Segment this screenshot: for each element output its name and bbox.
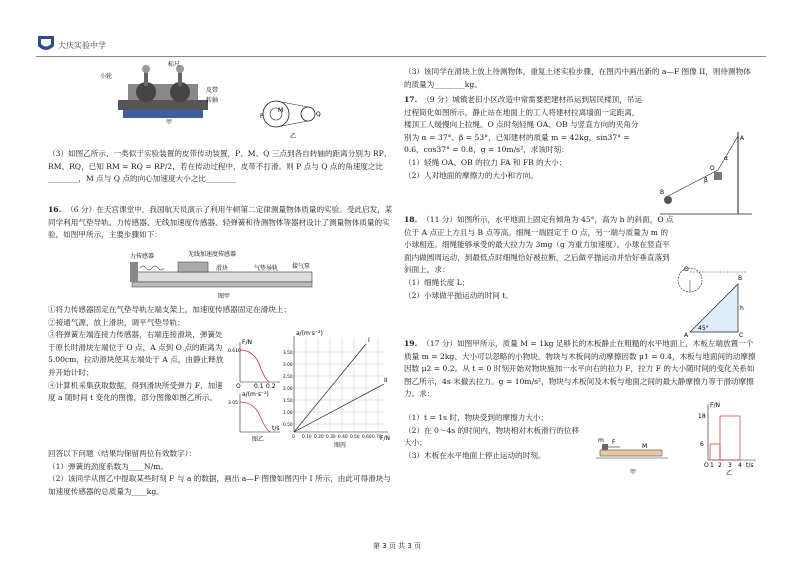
- svg-text:0: 0: [292, 435, 295, 440]
- svg-text:6: 6: [700, 441, 704, 448]
- svg-text:β: β: [704, 177, 708, 184]
- q19-questions: [404, 412, 584, 462]
- school-name: 大庆实验中学: [58, 41, 106, 50]
- svg-text:甲: 甲: [166, 119, 173, 126]
- svg-text:0.70: 0.70: [372, 435, 382, 440]
- svg-text:力传感器: 力传感器: [130, 253, 155, 260]
- svg-text:0.20: 0.20: [314, 435, 324, 440]
- line-II: [294, 384, 384, 432]
- svg-text:B: B: [660, 189, 665, 196]
- q18-part1: （1）细绳长度 L；: [404, 277, 470, 287]
- svg-text:F: F: [612, 439, 616, 446]
- q16-part1: （1）弹簧的劲度系数为____N/m。: [48, 461, 168, 471]
- svg-text:4: 4: [738, 462, 742, 469]
- q18: [404, 214, 674, 302]
- belt-figure: [258, 96, 328, 140]
- svg-text:3.50: 3.50: [283, 351, 293, 356]
- q17-part1: （1）轻绳 OA、OB 的拉力 FA 和 FB 的大小；: [404, 157, 567, 167]
- svg-text:I: I: [368, 337, 370, 344]
- figure-b-graphs: [230, 338, 282, 442]
- air-track-figure: [128, 250, 323, 302]
- answer-intro: 回答以下问题（结果均保留两位有效数字）：: [48, 449, 197, 458]
- svg-text:45°: 45°: [698, 325, 709, 332]
- svg-text:3: 3: [728, 462, 732, 469]
- svg-text:1.50: 1.50: [283, 399, 293, 404]
- svg-text:O: O: [684, 266, 689, 273]
- q16: [48, 204, 396, 242]
- svg-text:Q: Q: [316, 111, 321, 118]
- svg-text:0.50: 0.50: [350, 435, 360, 440]
- svg-text:甲: 甲: [630, 469, 637, 476]
- svg-text:II: II: [384, 377, 388, 384]
- q16-questions: [48, 448, 396, 498]
- q17-number: 17.: [404, 95, 418, 104]
- q19-part1: （1）t = 1s 时，物块受到的摩擦力大小；: [404, 413, 549, 422]
- svg-text:转轴: 转轴: [206, 97, 219, 104]
- q17-part2: （2）人对地面的摩擦力的大小和方向。: [404, 170, 538, 180]
- svg-text:图甲: 图甲: [218, 293, 231, 300]
- svg-text:P: P: [260, 113, 264, 120]
- svg-text:乙: 乙: [290, 133, 297, 140]
- q18-number: 18.: [404, 215, 418, 224]
- q18-part2: （2）小球做平抛运动的时间 t。: [404, 290, 514, 300]
- svg-text:无线加速度传感器: 无线加速度传感器: [188, 251, 237, 258]
- svg-text:图丙: 图丙: [334, 442, 347, 449]
- svg-text:A: A: [684, 332, 689, 339]
- svg-text:M: M: [278, 107, 284, 114]
- step-2: ②接通气源，放上滑块，调平气垫导轨；: [48, 317, 185, 327]
- svg-text:1: 1: [710, 462, 714, 469]
- svg-text:2: 2: [718, 462, 722, 469]
- page-footer: 第 3 页 共 3 页: [372, 542, 422, 550]
- q19-figure-b: [698, 400, 760, 476]
- svg-text:0.610: 0.610: [228, 349, 241, 354]
- svg-text:O: O: [710, 165, 715, 172]
- svg-text:F/N: F/N: [710, 402, 720, 409]
- svg-text:0.50: 0.50: [283, 423, 293, 428]
- svg-text:F/N: F/N: [380, 435, 390, 442]
- svg-text:0.40: 0.40: [338, 435, 348, 440]
- q16-stem: （6 分）在天宫课堂中，我国航天员演示了利用牛顿第二定律测量物体质量的实验。受此启发，某同学利用气垫导轨、力传感器、无线加速度传感器、轻弹簧和待测物体等器材设计了测量物体质量的实验，如图甲所示，主要步骤如下：: [48, 205, 393, 240]
- svg-text:3.05: 3.05: [228, 401, 239, 406]
- step-1: ①将力传感器固定在气垫导轨左端支架上，加速度传感器固定在滑块上；: [48, 305, 291, 314]
- school-logo-icon: [36, 34, 56, 54]
- q19: [404, 338, 756, 401]
- svg-text:接气泵: 接气泵: [292, 263, 311, 270]
- svg-text:0.1: 0.1: [254, 383, 264, 390]
- q15-part3: （3）如图乙所示，一类似于实验装置的皮带传动装置，P、M、Q 三点到各自转轴的距离分别为 RP、RM、RQ，已知 RM = RQ = RP/2，若在传动过程中，皮带不打滑。则 P 点与 Q 点的角速度之比________，M 点与 Q 点的向心加速度大小之比________: [48, 149, 392, 184]
- svg-text:a/(m·s⁻²): a/(m·s⁻²): [242, 391, 269, 398]
- step-3: ③将弹簧左端连接力传感器，右端连接滑块，弹簧处于原长时滑块左端位于 O 点，A 点到 O 点的距离为 5.00cm，拉动滑块使其左端处于 A 点，由静止释放并开始计时；: [48, 330, 224, 377]
- q19-part3: （3）木板在水平地面上停止运动的时刻。: [404, 450, 546, 460]
- q19-stem: （17 分）如图甲所示，质量 M = 1kg 足够长的木板静止在粗糙的水平地面上，木板左端放置一个质量 m = 2kg、大小可以忽略的小物块。物块与木板间的动摩擦因数 μ1 = 0.4，木板与地面间的动摩擦因数 μ2 = 0.2。从 t = 0 时刻开始对物块施加一水平向右的拉力 F，拉力 F 的大小随时间的变化关系如图乙所示，4s 末撤去拉力。g = 10m/s²，物块与木板间及木板与地面之间的最大静摩擦力等于滑动摩擦力。求：: [404, 339, 756, 399]
- q19-number: 19.: [404, 339, 418, 348]
- q16-part3: （3）该同学在滑块上放上待测物体，重复上述实验步骤，在图丙中画出新的 a—F 图像 II，则待测物体的质量为________kg。: [404, 67, 751, 89]
- svg-text:h: h: [740, 305, 744, 312]
- svg-text:C: C: [739, 332, 744, 339]
- svg-text:α: α: [724, 155, 728, 162]
- svg-text:F/N: F/N: [242, 339, 252, 346]
- svg-text:a/(m·s⁻²): a/(m·s⁻²): [296, 330, 323, 337]
- svg-text:0.30: 0.30: [326, 435, 336, 440]
- svg-text:m: m: [598, 437, 604, 444]
- svg-text:皮带: 皮带: [206, 87, 219, 94]
- q17-stem: （9 分）城镇老旧小区改造中常需要把建材吊运到居民楼顶，吊运过程简化如图所示，静止站在地面上的工人将建材拉离墙面一定距离，楼顶工人缓慢向上拉绳。O 点时刻轻绳 OA、OB 与竖直方向的夹角分别为 α = 37°、β = 53°，已知建材的质量 m = 42kg，sin37° = 0.6，cos37° = 0.8，g = 10m/s²，求该时刻：: [404, 95, 643, 155]
- q18-figure: [676, 262, 754, 338]
- svg-text:3.00: 3.00: [283, 363, 293, 368]
- svg-text:图乙: 图乙: [252, 436, 265, 443]
- svg-text:2.50: 2.50: [283, 375, 293, 380]
- q16-part2: （2）该同学从图乙中提取某些时刻 F 与 a 的数据，画出 a—F 图像如图丙中 I 所示，由此可得滑块与加速度传感器的总质量为____kg。: [48, 474, 391, 496]
- svg-text:标尺: 标尺: [168, 61, 181, 68]
- apparatus-figure: [98, 62, 228, 124]
- svg-text:气垫导轨: 气垫导轨: [254, 265, 279, 272]
- svg-text:1.00: 1.00: [283, 411, 293, 416]
- step-4: ④计算机采集获取数据，得到滑块所受弹力 F、加速度 a 随时间 t 变化的图像，部分图像如图乙所示。: [48, 380, 223, 403]
- q18-stem: （11 分）如图所示，水平地面上固定有倾角为 45°，高为 h 的斜面，O 点位于 A 点正上方且与 B 点等高。细绳一端固定于 O 点，另一端与质量为 m 的小球相连。细绳能够承受的最大拉力为 3mg（g 为重力加速度）。小球在竖直平面内做圆周运动，到最低点时细绳恰好被拉断，之后做平抛运动并恰好垂直落到斜面上，求：: [404, 215, 674, 275]
- svg-text:小轮: 小轮: [100, 73, 113, 80]
- q16-number: 16.: [48, 205, 62, 214]
- svg-text:O: O: [236, 383, 241, 390]
- svg-text:0.10: 0.10: [302, 435, 312, 440]
- q17-figure: [658, 130, 754, 216]
- svg-text:t/s: t/s: [746, 462, 754, 469]
- q19-figure-a: [596, 430, 672, 476]
- svg-text:0.60: 0.60: [362, 435, 372, 440]
- figure-c-grid: [284, 328, 398, 448]
- page-header: [36, 34, 766, 57]
- svg-text:t/s: t/s: [272, 425, 280, 432]
- q17: [404, 94, 644, 182]
- q19-part2: （2）在 0～4s 的时间内，物块相对木板滑行的位移大小；: [404, 425, 580, 448]
- svg-text:M: M: [642, 443, 648, 450]
- svg-text:乙: 乙: [726, 470, 733, 477]
- svg-text:18: 18: [698, 413, 706, 420]
- svg-text:A: A: [740, 135, 745, 142]
- svg-text:O: O: [704, 462, 709, 469]
- svg-text:B: B: [738, 275, 743, 282]
- svg-text:2.00: 2.00: [283, 387, 293, 392]
- svg-text:滑块: 滑块: [216, 265, 229, 272]
- svg-text:0.2: 0.2: [266, 383, 276, 390]
